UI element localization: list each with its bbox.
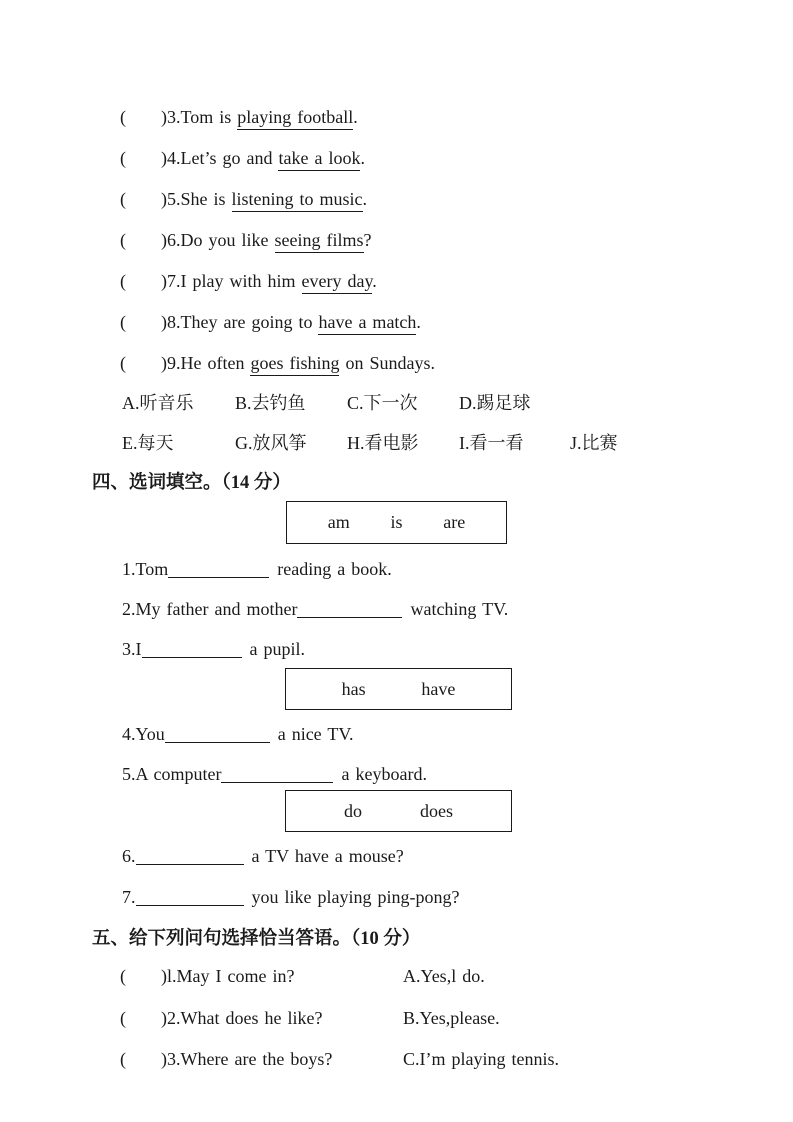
fill-item-3 xyxy=(122,638,305,660)
option-b: B.去钓鱼 xyxy=(235,393,306,413)
section5-heading: 五、给下列问句选择恰当答语。（10 分） xyxy=(92,929,421,949)
matching-item-7 xyxy=(120,270,377,292)
fill-item-1 xyxy=(122,558,392,580)
word-bank-has-have xyxy=(285,668,512,710)
qa-item-1 xyxy=(120,965,720,987)
underlined-phrase: seeing films xyxy=(275,230,364,253)
word-bank-word: do xyxy=(344,800,362,821)
item-pre-text: Let’s go and xyxy=(180,148,279,168)
open-paren: ( xyxy=(120,148,126,168)
option-c: C.下一次 xyxy=(347,393,418,413)
word-bank-word: have xyxy=(421,678,456,699)
underlined-phrase: goes fishing xyxy=(250,353,339,376)
matching-item-9 xyxy=(120,352,435,374)
item-label: )3. xyxy=(161,1049,181,1069)
open-paren: ( xyxy=(120,353,126,373)
matching-item-4 xyxy=(120,147,365,169)
item-label: )8. xyxy=(161,312,181,332)
qa-item-3 xyxy=(120,1048,720,1070)
answer-option: B.Yes,please. xyxy=(403,1008,500,1028)
blank-line xyxy=(165,730,270,743)
fill-pre-text: 2.My father and mother xyxy=(122,599,298,619)
fill-post-text: a TV have a mouse? xyxy=(251,846,404,866)
item-label: )5. xyxy=(161,189,181,209)
blank-line xyxy=(221,770,333,783)
fill-item-4 xyxy=(122,723,354,745)
item-pre-text: I play with him xyxy=(180,271,302,291)
fill-item-7 xyxy=(122,886,459,908)
option-i: I.看一看 xyxy=(459,433,524,453)
answer-option: A.Yes,l do. xyxy=(403,966,485,986)
item-pre-text: Do you like xyxy=(180,230,275,250)
option-g: G.放风筝 xyxy=(235,433,307,453)
blank-line xyxy=(297,605,402,618)
option-h: H.看电影 xyxy=(347,433,419,453)
option-a: A.听音乐 xyxy=(122,393,194,413)
section4-heading: 四、选词填空。（14 分） xyxy=(92,473,291,493)
item-label: )7. xyxy=(161,271,181,291)
item-pre-text: He often xyxy=(180,353,251,373)
fill-post-text: a nice TV. xyxy=(277,724,354,744)
item-post-text: . xyxy=(362,189,368,209)
blank-line xyxy=(136,893,244,906)
underlined-phrase: take a look xyxy=(278,148,360,171)
item-label: )4. xyxy=(161,148,181,168)
fill-item-6 xyxy=(122,845,404,867)
fill-pre-text: 3.I xyxy=(122,639,142,659)
fill-pre-text: 7. xyxy=(122,887,136,907)
qa-item-2 xyxy=(120,1007,720,1029)
matching-item-5 xyxy=(120,188,367,210)
word-bank-do-does xyxy=(285,790,512,832)
fill-pre-text: 1.Tom xyxy=(122,559,169,579)
blank-line xyxy=(168,565,269,578)
item-post-text: ? xyxy=(363,230,372,250)
fill-pre-text: 5.A computer xyxy=(122,764,222,784)
open-paren: ( xyxy=(120,1008,126,1028)
open-paren: ( xyxy=(120,312,126,332)
fill-post-text: reading a book. xyxy=(277,559,392,579)
answer-option: C.I’m playing tennis. xyxy=(403,1049,559,1069)
option-e: E.每天 xyxy=(122,433,174,453)
question-text: Where are the boys? xyxy=(180,1049,333,1069)
open-paren: ( xyxy=(120,966,126,986)
option-d: D.踢足球 xyxy=(459,393,531,413)
matching-item-6 xyxy=(120,229,372,251)
item-post-text: . xyxy=(353,107,358,127)
fill-post-text: you like playing ping-pong? xyxy=(251,887,460,907)
open-paren: ( xyxy=(120,107,126,127)
item-post-text: on Sundays. xyxy=(339,353,435,373)
item-pre-text: Tom is xyxy=(180,107,238,127)
blank-line xyxy=(136,852,244,865)
option-j: J.比赛 xyxy=(570,433,618,453)
item-label: )6. xyxy=(161,230,181,250)
word-bank-word: does xyxy=(420,800,453,821)
open-paren: ( xyxy=(120,189,126,209)
underlined-phrase: listening to music xyxy=(232,189,363,212)
item-label: )3. xyxy=(161,107,181,127)
underlined-phrase: every day xyxy=(302,271,373,294)
fill-item-5 xyxy=(122,763,427,785)
blank-line xyxy=(142,645,242,658)
item-pre-text: She is xyxy=(180,189,232,209)
question-text: May I come in? xyxy=(176,966,295,986)
fill-item-2 xyxy=(122,598,508,620)
fill-post-text: watching TV. xyxy=(410,599,509,619)
word-bank-word: am xyxy=(327,512,350,532)
word-bank-am-is-are xyxy=(286,501,507,544)
item-post-text: . xyxy=(372,271,377,291)
item-post-text: . xyxy=(360,148,365,168)
open-paren: ( xyxy=(120,1049,126,1069)
item-label: )9. xyxy=(161,353,181,373)
matching-item-3 xyxy=(120,106,358,128)
fill-pre-text: 6. xyxy=(122,846,136,866)
underlined-phrase: playing football xyxy=(237,107,353,130)
fill-pre-text: 4.You xyxy=(122,724,165,744)
word-bank-word: has xyxy=(341,678,366,699)
matching-item-8 xyxy=(120,311,421,333)
item-label: )2. xyxy=(161,1008,181,1028)
item-label: )l. xyxy=(161,966,177,986)
open-paren: ( xyxy=(120,271,126,291)
item-post-text: . xyxy=(416,312,421,332)
underlined-phrase: have a match xyxy=(318,312,416,335)
fill-post-text: a keyboard. xyxy=(341,764,427,784)
word-bank-word: is xyxy=(390,512,403,532)
fill-post-text: a pupil. xyxy=(249,639,305,659)
question-text: What does he like? xyxy=(180,1008,323,1028)
open-paren: ( xyxy=(120,230,126,250)
item-pre-text: They are going to xyxy=(180,312,319,332)
word-bank-word: are xyxy=(443,512,466,532)
